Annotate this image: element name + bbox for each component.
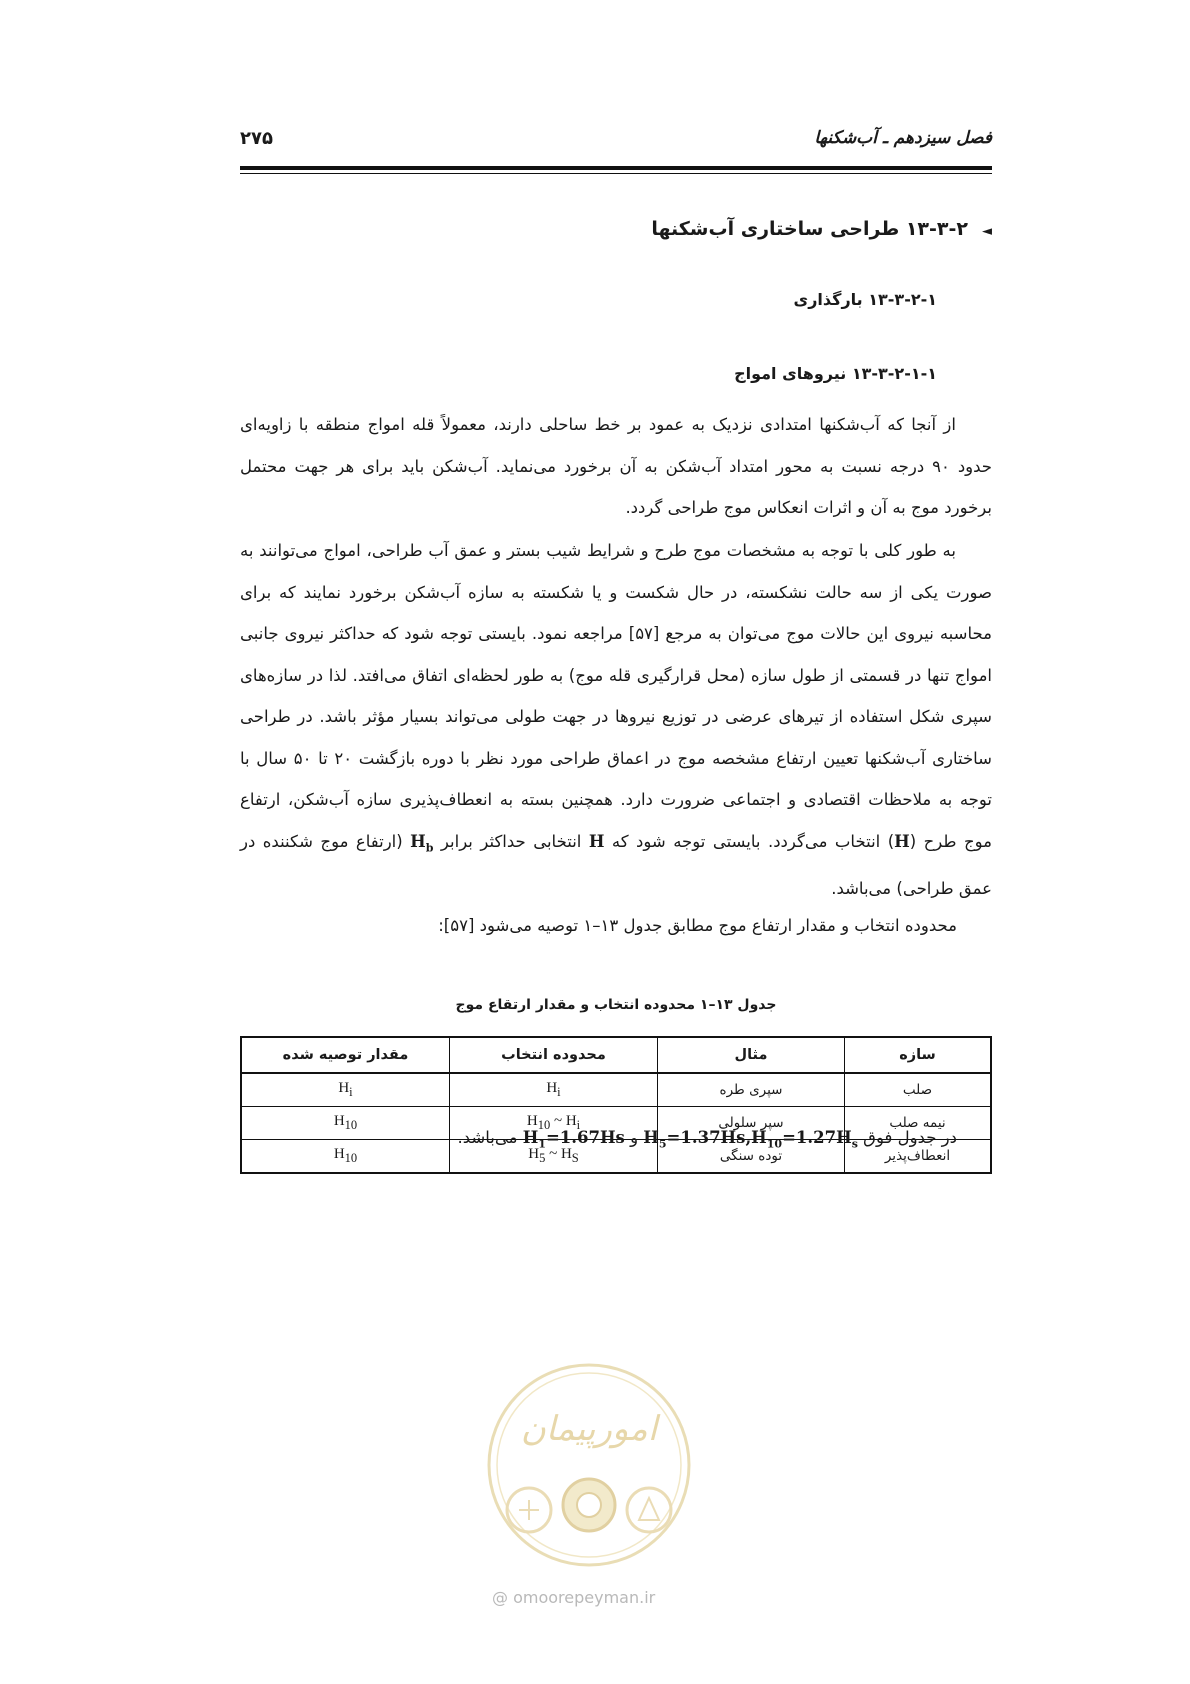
table-cell: $H_i$ [241,1073,450,1107]
column-header: مثال [658,1037,845,1073]
table-cell: $H_{10}$ [241,1140,450,1174]
note-formula-2: $H_1=1.67Hs$ [522,1128,625,1151]
subsubsection-heading: ۱۳-۳-۲-۱-۱ نیروهای امواج [734,364,937,383]
paragraph-1-text: از آنجا که آب‌شکنها امتدادی نزدیک به عمود بر خط ساحلی دارند، معمولاً قله امواج منطقه با زاویه‌ای حدود ۹۰ درجه نسبت به محور امتداد آب‌شکن به آن برخورد می‌نماید. آب‌شکن باید برای هر جهت محتمل برخورد موج به آن و اثرات انعکاس موج طراحی گردد. [240,415,992,517]
chapter-title: فصل سیزدهم ـ آب‌شکنها [814,128,992,148]
table-cell: $H_5$ ~ $H_S$ [450,1140,658,1174]
column-header: سازه [845,1037,992,1073]
table-cell: $H_{10}$ ~ $H_i$ [450,1107,658,1140]
note-conj: و [624,1128,644,1147]
bullet-icon: ◄ [982,224,992,239]
table-cell: $H_{10}$ [241,1107,450,1140]
note-prefix: در جدول فوق [857,1128,957,1147]
section-heading-text: ۱۳-۳-۲ طراحی ساختاری آب‌شکنها [651,218,968,240]
paragraph-2 [240,530,992,910]
table-cell: سپری طره [658,1073,845,1107]
table-cell: $H_i$ [450,1073,658,1107]
p2-part-b: ) انتخاب می‌گردد. بایستی توجه شود که [604,831,895,851]
column-header: مقدار توصیه شده [241,1037,450,1073]
watermark-url-text: omoorepeyman.ir [513,1588,656,1607]
table-caption: جدول ۱۳–۱ محدوده انتخاب و مقدار ارتقاع موج [455,997,777,1013]
table-cell: انعطاف‌پذیر [845,1140,992,1174]
symbol-H: H [588,831,605,851]
p2-part-c: انتخابی حداکثر برابر [433,831,589,851]
column-header: محدوده انتخاب [450,1037,658,1073]
page-number: ۲۷۵ [240,128,273,149]
watermark-logo-text: امورپیمان [520,1409,658,1449]
table-cell: سپر سلولی [658,1107,845,1140]
symbol-H: H [894,831,910,851]
subsection-heading: ۱۳-۳-۲-۱ بارگذاری [793,290,937,309]
paragraph-1 [240,404,992,529]
table-note [458,1128,958,1150]
table-row [241,1073,991,1107]
paragraph-3 [240,905,957,947]
table-cell: توده سنگی [658,1140,845,1174]
header-rule-thick [240,166,992,170]
symbol-Hb: $H_b$ [410,831,434,854]
page-header [240,128,992,158]
header-rule-thin [240,173,992,174]
watermark-logo [484,1360,694,1570]
wave-height-table [240,1036,992,1174]
paragraph-2-text [240,530,992,910]
table-header-row [241,1037,991,1073]
watermark-url: @ omoorepeyman.ir [492,1588,656,1607]
table-cell: صلب [845,1073,992,1107]
p2-part-a: به طور کلی با توجه به مشخصات موج طرح و شرایط شیب بستر و عمق آب طراحی، امواج می‌توانند به صورت یکی از سه حالت نشکسته، در حال شکست و یا شکسته به سازه آب‌شکن برخورد نمایند که برای محاسبه نیروی این حالات موج می‌توان به مرجع [۵۷] مراجعه نمود. بایستی توجه شود که حداکثر نیروی جانبی امواج تنها در قسمتی از طول سازه (محل قرارگیری قله موج) به طور لحظه‌ای اتفاق می‌افتد. لذا در سازه‌های سپری شکل استفاده از تیرهای عرضی در توزیع نیروها در جهت طولی می‌تواند بسیار مؤثر باشد. در طراحی ساختاری آب‌شکنها تعیین ارتفاع مشخصه موج در اعماق طراحی مورد نظر با دوره بازگشت ۲۰ تا ۵۰ سال با توجه به ملاحظات اقتصادی و اجتماعی ضرورت دارد. همچنین بسته به انعطاف‌پذیری سازه آب‌شکن، ارتفاع موج طرح ( [240,541,993,851]
note-suffix: می‌باشد. [457,1128,523,1147]
table-cell: نیمه صلب [845,1107,992,1140]
paragraph-3-text: محدوده انتخاب و مقدار ارتفاع موج مطابق جدول ۱۳–۱ توصیه می‌شود [۵۷]: [438,916,957,935]
section-heading [651,218,992,240]
p2-part-d: (ارتفاع موج شکننده در عمق طراحی) می‌باشد. [240,831,992,899]
note-formula-1: $H_5=1.37Hs,H_{10}=1.27H_s$ [643,1128,858,1151]
